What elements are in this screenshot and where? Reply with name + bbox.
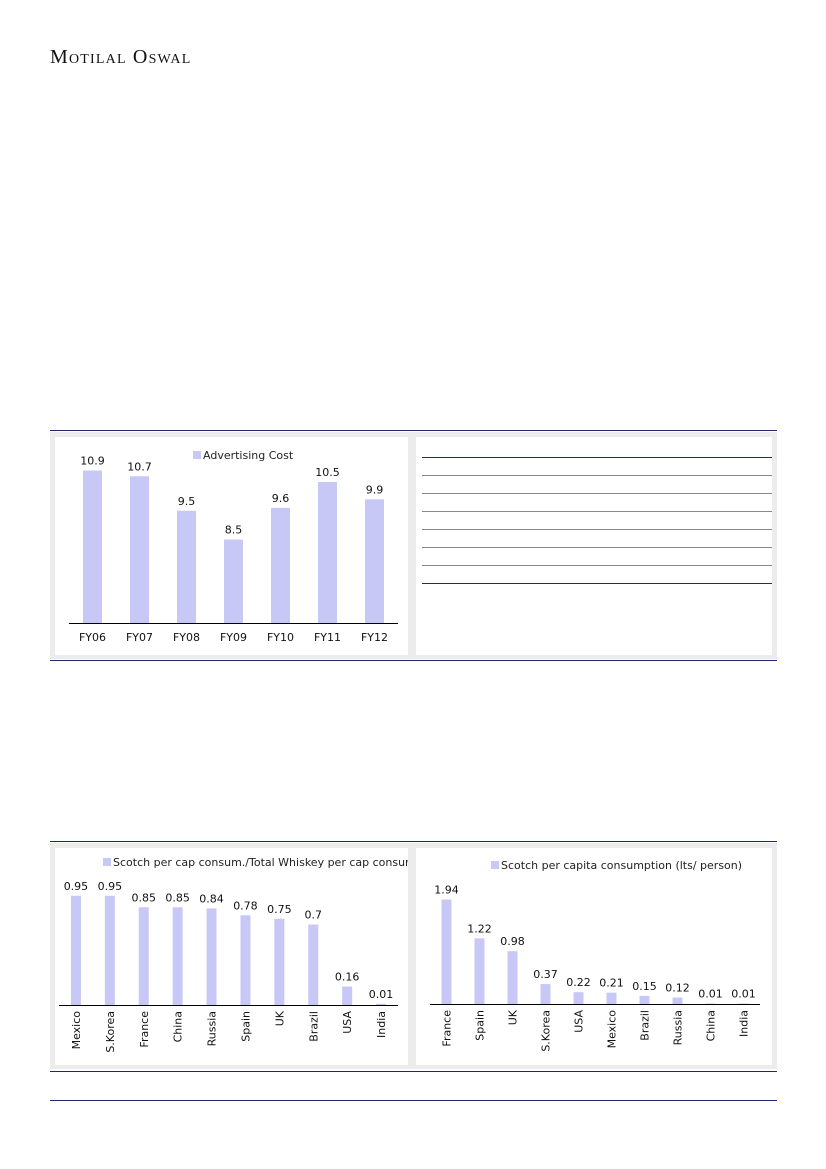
bar (274, 919, 284, 1005)
bar (574, 992, 584, 1004)
data-label: 0.01 (368, 987, 394, 1001)
data-label: 0.01 (698, 987, 723, 1001)
scotch-per-capita-chart (416, 848, 772, 1065)
data-label: 0.75 (267, 902, 292, 916)
legend-swatch (491, 861, 499, 869)
x-tick-label: Brazil (307, 1011, 321, 1042)
section-bottom-rule (50, 660, 777, 661)
legend-label: Advertising Cost (203, 449, 294, 462)
x-tick-label: FY07 (125, 631, 154, 644)
data-table-panel (416, 437, 772, 655)
x-tick-label: UK (506, 1010, 520, 1026)
x-tick-label: FY08 (172, 631, 201, 644)
x-tick-label: FY10 (266, 631, 295, 644)
data-label: 0.15 (632, 979, 657, 993)
x-tick-label: Russia (205, 1011, 219, 1047)
legend-label: Scotch per cap consum./Total Whiskey per cap consum (113, 856, 408, 869)
data-label: 0.22 (566, 976, 591, 990)
x-tick-label: FY12 (360, 631, 389, 644)
x-tick-label: Russia (671, 1010, 685, 1046)
data-label: 10.7 (127, 460, 152, 474)
bar (607, 993, 617, 1004)
bar (508, 951, 518, 1004)
bar (177, 511, 196, 623)
x-tick-label: USA (341, 1011, 355, 1034)
legend-swatch (193, 451, 201, 459)
data-label: 0.21 (599, 976, 624, 990)
data-label: 9.9 (365, 483, 384, 497)
data-label: 0.01 (731, 987, 756, 1001)
company-logo: Motilal Oswal (50, 46, 192, 68)
data-label: 0.95 (63, 879, 89, 893)
bar (706, 1003, 716, 1004)
data-label: 0.98 (500, 935, 525, 949)
x-tick-label: FY11 (313, 631, 342, 644)
data-label: 0.84 (199, 892, 224, 906)
data-label: 0.78 (233, 899, 258, 913)
scotch-share-chart-panel (55, 848, 408, 1065)
data-label: 0.7 (304, 908, 322, 922)
data-label: 0.37 (533, 968, 558, 982)
bar (71, 896, 81, 1005)
bar (318, 482, 337, 623)
bar (739, 1003, 749, 1004)
chart-legend (193, 449, 294, 462)
bar (442, 900, 452, 1004)
data-label: 9.5 (177, 494, 196, 508)
chart-legend (491, 859, 742, 872)
bar (130, 476, 149, 623)
advertising-cost-chart (55, 437, 408, 655)
x-tick-label: Spain (473, 1010, 487, 1041)
advertising-chart-panel (55, 437, 408, 655)
legend-label: Scotch per capita consumption (lts/ person) (501, 859, 743, 872)
x-tick-label: India (737, 1010, 751, 1037)
data-label: 0.12 (665, 981, 690, 995)
page-footer-rule (50, 1100, 777, 1101)
bar (207, 908, 217, 1005)
data-label: 1.94 (434, 883, 459, 897)
bar (376, 1004, 386, 1005)
data-label: 0.16 (334, 970, 360, 984)
scotch-per-capita-chart-panel (416, 848, 772, 1065)
bar (365, 499, 384, 623)
section-bottom-rule-2 (50, 1071, 777, 1072)
data-label: 1.22 (467, 922, 492, 936)
section-top-rule-2 (50, 841, 777, 842)
bar (173, 907, 183, 1005)
bar (640, 996, 650, 1004)
bar (240, 915, 250, 1005)
legend-swatch (103, 858, 111, 866)
bar (139, 907, 149, 1005)
bar (673, 998, 683, 1004)
empty-data-table (416, 437, 772, 655)
x-tick-label: China (171, 1011, 185, 1043)
data-label: 9.6 (271, 491, 290, 505)
x-tick-label: China (704, 1010, 718, 1042)
x-tick-label: UK (273, 1011, 287, 1027)
bar (475, 938, 485, 1004)
x-tick-label: FY09 (219, 631, 248, 644)
x-tick-label: FY06 (78, 631, 107, 644)
data-label: 0.95 (97, 879, 123, 893)
bar (541, 984, 551, 1004)
bar (105, 896, 115, 1005)
bar (224, 540, 243, 623)
x-tick-label: France (137, 1011, 151, 1048)
x-tick-label: Mexico (69, 1011, 83, 1050)
x-tick-label: Brazil (638, 1010, 652, 1041)
bar (308, 925, 318, 1006)
data-label: 8.5 (224, 523, 243, 537)
x-tick-label: Spain (239, 1011, 253, 1042)
x-tick-label: S.Korea (103, 1011, 117, 1053)
section-top-rule (50, 430, 777, 431)
data-label: 10.9 (80, 454, 105, 468)
x-tick-label: India (375, 1011, 389, 1038)
x-tick-label: France (440, 1010, 454, 1047)
bar (342, 987, 352, 1005)
x-tick-label: Mexico (605, 1010, 619, 1049)
data-label: 0.85 (131, 891, 156, 905)
x-tick-label: S.Korea (539, 1010, 553, 1052)
data-label: 0.85 (165, 891, 190, 905)
x-tick-label: USA (572, 1010, 586, 1033)
chart-legend (103, 856, 408, 869)
scotch-share-chart (55, 848, 408, 1065)
data-label: 10.5 (315, 466, 340, 480)
bar (271, 508, 290, 623)
bar (83, 471, 102, 623)
